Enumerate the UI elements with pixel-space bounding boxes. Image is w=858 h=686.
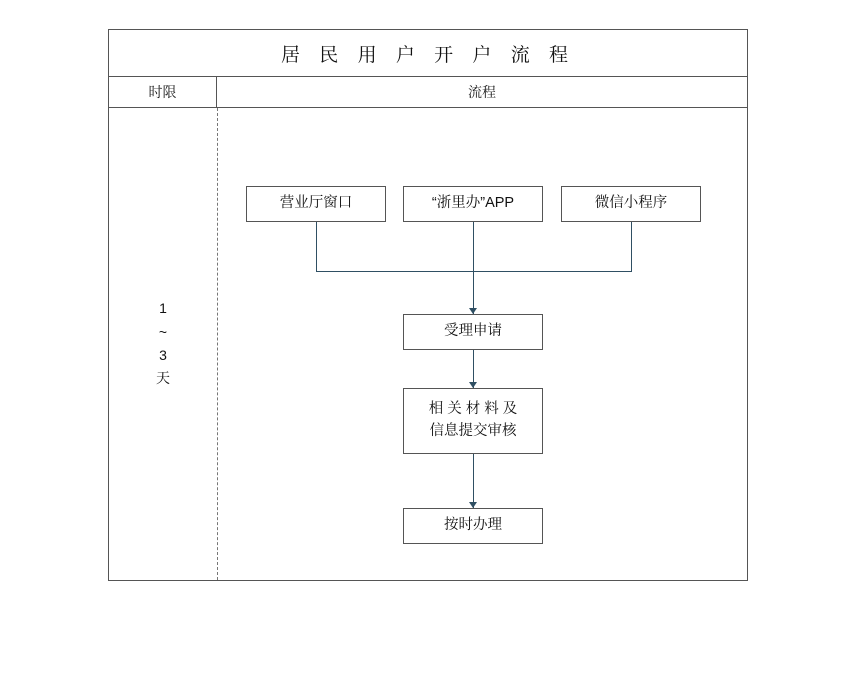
flow-node-accept [403, 314, 543, 350]
column-header-process: 流程 [468, 84, 496, 100]
page-title: 居 民 用 户 开 户 流 程 [281, 44, 575, 66]
connector-app-down [473, 222, 474, 314]
connector-bus [316, 271, 632, 272]
flow-node-wechat [561, 186, 701, 222]
flow-node-window [246, 186, 386, 222]
duration-line-2: ~ [158, 323, 168, 340]
table-title-row [109, 30, 747, 77]
duration-line-3: 3 [159, 347, 167, 363]
duration-cell [109, 108, 217, 580]
duration-line-4: 天 [156, 370, 170, 387]
flow-node-app [403, 186, 543, 222]
flow-node-material-label-line1: 相 关 材 料 及 [428, 401, 518, 418]
flow-node-accept-label: 受理申请 [444, 323, 502, 340]
flow-node-material [403, 388, 543, 454]
connector-material-to-ontime [473, 454, 474, 508]
column-header-duration: 时限 [109, 77, 217, 107]
flow-node-ontime [403, 508, 543, 544]
table-header-row [109, 77, 747, 108]
flow-node-material-label-line2: 信息提交审核 [429, 423, 517, 439]
flowchart [217, 108, 747, 580]
connector-wechat-down [631, 222, 632, 272]
connector-window-down [316, 222, 317, 272]
flow-node-wechat-label: 微信小程序 [594, 195, 668, 212]
flow-node-window-label: 营业厅窗口 [279, 195, 353, 212]
flow-node-ontime-label: 按时办理 [444, 517, 502, 534]
process-table [108, 29, 748, 581]
flow-node-app-label: “浙里办”APP [431, 195, 515, 212]
table-body-row [109, 108, 747, 580]
duration-line-1: 1 [159, 300, 167, 317]
